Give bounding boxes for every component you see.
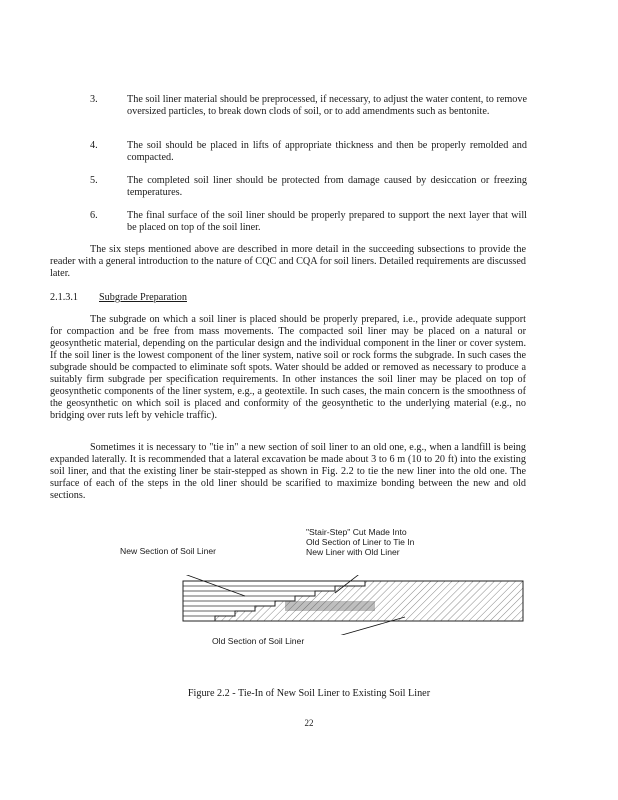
figure-caption: Figure 2.2 - Tie-In of New Soil Liner to Existing Soil Liner (187, 688, 431, 699)
figure-label-line: New Liner with Old Liner (306, 547, 400, 557)
step-item (90, 210, 527, 236)
figure-label-old-section: Old Section of Soil Liner (212, 636, 305, 646)
compacted-band (285, 601, 375, 611)
section-heading (50, 292, 187, 304)
section-number: 2.1.3.1 (50, 292, 79, 303)
step-text: The final surface of the soil liner should be properly prepared to support the next layer that will be placed on top of the soil liner. (127, 210, 527, 233)
figure-label-line: "Stair-Step" Cut Made Into (306, 527, 407, 537)
intro-paragraph: The six steps mentioned above are described in more detail in the succeeding subsections to provide the reader with a general introduction to the nature of CQC and CQA for soil liners. Detailed requirements are discussed later. (50, 244, 526, 279)
step-item (90, 140, 527, 166)
tie-in-figure (175, 575, 530, 635)
figure-label-stair-step (306, 527, 414, 557)
section-title: Subgrade Preparation (99, 292, 187, 303)
step-number: 3. (90, 94, 98, 105)
step-text: The soil should be placed in lifts of appropriate thickness and then be properly remolded and compacted. (127, 140, 527, 163)
step-item (90, 175, 527, 201)
step-number: 5. (90, 175, 98, 186)
step-text: The completed soil liner should be protected from damage caused by desiccation or freezing temperatures. (127, 175, 527, 198)
step-number: 6. (90, 210, 98, 221)
step-number: 4. (90, 140, 98, 151)
step-item (90, 94, 527, 134)
figure-label-new-section: New Section of Soil Liner (120, 546, 217, 556)
body-paragraph: Sometimes it is necessary to "tie in" a new section of soil liner to an old one, e.g., when a landfill is being expanded laterally. It is recommended that a lateral excavation be made about 3 to 6 m (10 to 20 ft) into the existing soil liner, and that the existing liner be stair-stepped as shown in Fig. 2.2 to tie the new liner into the old one. The surface of each of the steps in the old liner should be scarified to maximize bonding between the new and old sections. (50, 442, 526, 501)
figure-label-line: Old Section of Liner to Tie In (306, 537, 415, 547)
step-text: The soil liner material should be preprocessed, if necessary, to adjust the water content, to remove oversized particles, to break down clods of soil, or to add amendments such as bentonite. (127, 94, 527, 117)
page-number: 22 (304, 718, 314, 728)
body-paragraph: The subgrade on which a soil liner is placed should be properly prepared, i.e., provide adequate support for compaction and be free from mass movements. The compacted soil liner may be placed on a natural or geosynthetic material, depending on the particular design and the individual component in the liner or cover system. If the soil liner is the lowest component of the liner system, native soil or rock forms the subgrade. In such cases the subgrade should be compacted to eliminate soft spots. Water should be added or removed as necessary to produce a suitably firm subgrade per specification requirements. In other instances the soil liner may be placed on top of geosynthetic components of the liner system, e.g., a geotextile. In such cases, the main concern is the smoothness of the geosynthetic on which soil is placed and conformity of the geosynthetic to the underlying material (e.g., no bridging over ruts left by vehicle traffic). (50, 314, 526, 421)
